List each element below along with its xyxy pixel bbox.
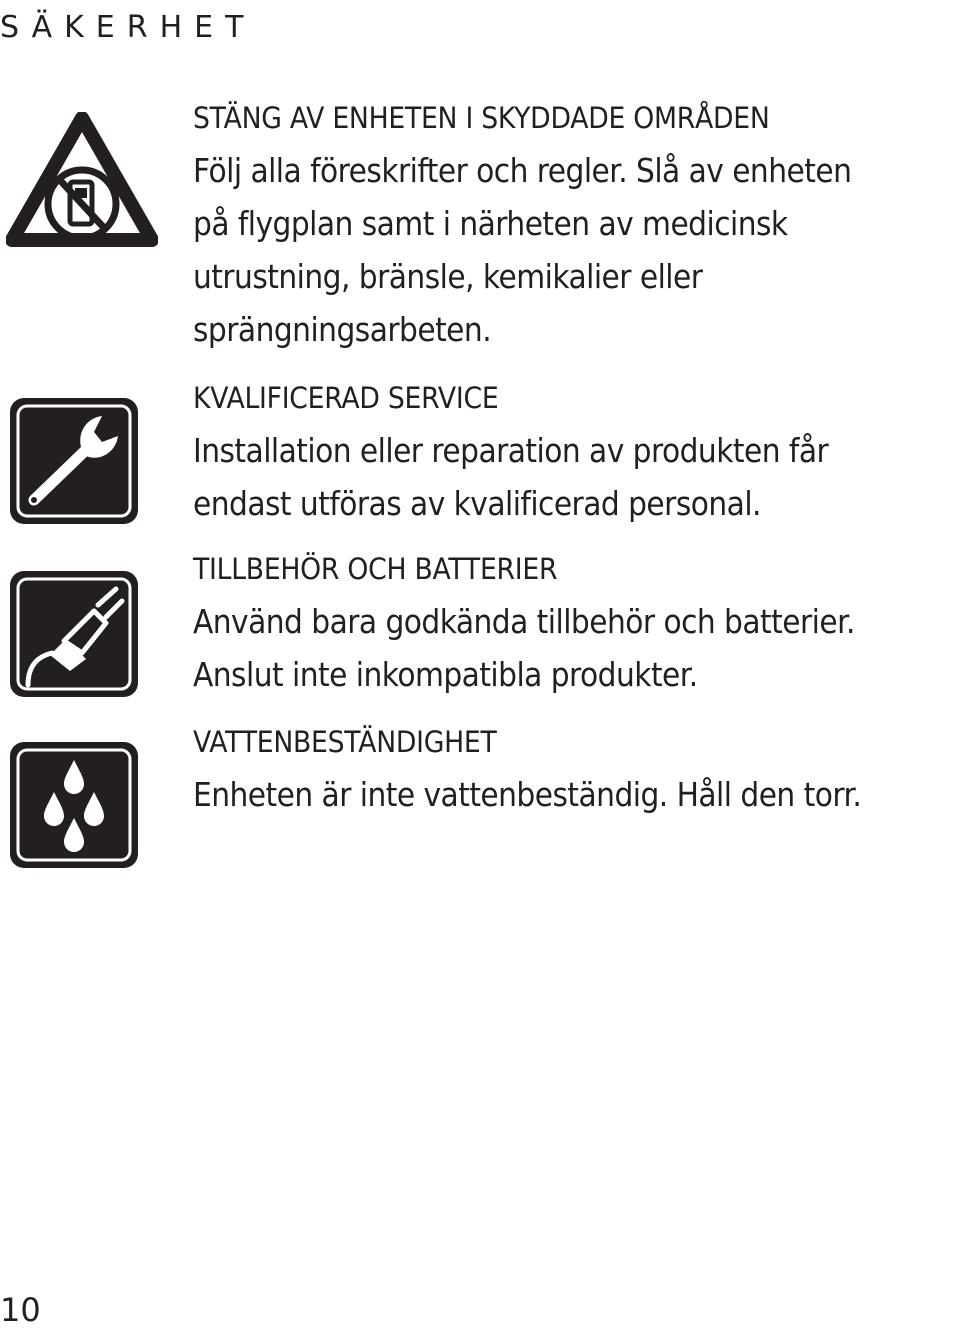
body-line: Använd bara godkända tillbehör och batterier. bbox=[193, 602, 855, 641]
body-line: på flygplan samt i närheten av medicinsk bbox=[193, 204, 788, 243]
no-mobile-phone-warning-icon bbox=[6, 112, 158, 256]
page-header: SÄKERHET bbox=[0, 10, 256, 45]
section-body bbox=[193, 595, 958, 701]
section-title: TILLBEHÖR OCH BATTERIER bbox=[193, 552, 558, 586]
body-line: Anslut inte inkompatibla produkter. bbox=[193, 655, 698, 694]
water-drops-icon bbox=[6, 738, 142, 876]
page-number: 10 bbox=[0, 1291, 41, 1329]
body-line: Installation eller reparation av produkten får bbox=[193, 431, 829, 470]
body-line: Följ alla föreskrifter och regler. Slå av enheten bbox=[193, 151, 852, 190]
wrench-icon bbox=[6, 394, 142, 532]
body-line: endast utföras av kvalificerad personal. bbox=[193, 484, 761, 523]
section-title: KVALIFICERAD SERVICE bbox=[193, 381, 499, 415]
section-body bbox=[193, 768, 958, 821]
body-line: sprängningsarbeten. bbox=[193, 310, 492, 349]
section-title: VATTENBESTÄNDIGHET bbox=[193, 725, 497, 759]
section-title: STÄNG AV ENHETEN I SKYDDADE OMRÅDEN bbox=[193, 101, 770, 135]
battery-charger-plug-icon bbox=[6, 567, 142, 705]
body-line: Enheten är inte vattenbeständig. Håll den torr. bbox=[193, 775, 862, 814]
section-body bbox=[193, 424, 958, 530]
body-line: utrustning, bränsle, kemikalier eller bbox=[193, 257, 703, 296]
section-body bbox=[193, 144, 958, 356]
